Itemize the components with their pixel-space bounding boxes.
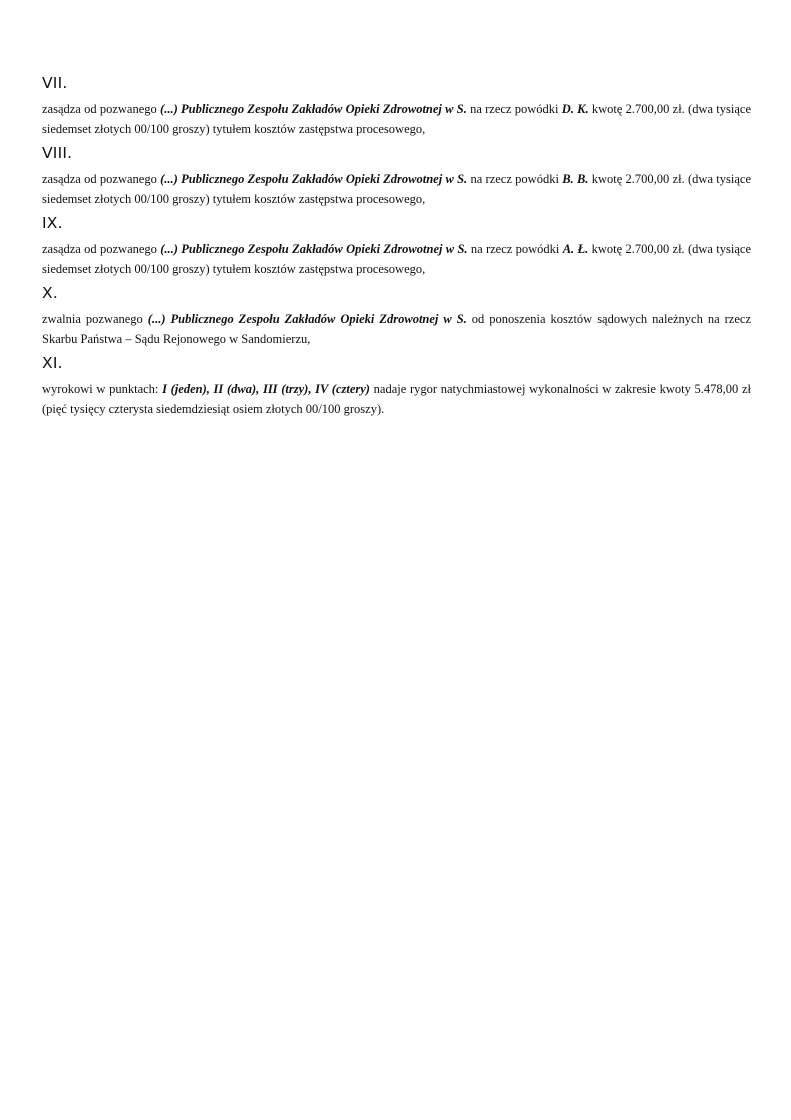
point-number: XI. (42, 354, 63, 372)
text-before: zasądza od pozwanego (42, 172, 161, 186)
point-text (42, 379, 751, 419)
text-after: od ponoszenia kosztów sądowych należnych na rzecz Skarbu Państwa – Sądu Rejonowego w Sandomierzu, (42, 312, 751, 346)
point-number: VII. (42, 74, 68, 92)
defendant-name: (...) Publicznego Zespołu Zakładów Opieki Zdrowotnej w S. (160, 102, 467, 116)
point-text (42, 309, 751, 349)
text-after: nadaje rygor natychmiastowej wykonalności w zakresie kwoty 5.478,00 zł (pięć tysięcy czterysta siedemdziesiąt osiem złotych 00/100 groszy). (42, 382, 751, 416)
point-text (42, 239, 751, 279)
point-vii (42, 72, 751, 139)
text-before: wyrokowi w punktach: (42, 382, 163, 396)
defendant-name: (...) Publicznego Zespołu Zakładów Opieki Zdrowotnej w S. (160, 172, 468, 186)
plaintiff-name: A. Ł. (562, 242, 589, 256)
point-x (42, 282, 751, 349)
text-after: kwotę 2.700,00 zł. (dwa tysiące siedemset złotych 00/100 groszy) tytułem kosztów zastępstwa procesowego, (42, 172, 751, 206)
text-before: zwalnia pozwanego (42, 312, 148, 326)
point-text (42, 99, 751, 139)
text-after: kwotę 2.700,00 zł. (dwa tysiące siedemset złotych 00/100 groszy) tytułem kosztów zastępstwa procesowego, (42, 242, 751, 276)
point-number: VIII. (42, 144, 73, 162)
point-xi (42, 352, 751, 419)
judgment-document (42, 72, 751, 422)
defendant-name: (...) Publicznego Zespołu Zakładów Opieki Zdrowotnej w S. (160, 242, 468, 256)
points-list: I (jeden), II (dwa), III (trzy), IV (cztery) (162, 382, 370, 396)
point-number: X. (42, 284, 58, 302)
text-before: zasądza od pozwanego (42, 102, 161, 116)
plaintiff-name: D. K. (561, 102, 589, 116)
point-number: IX. (42, 214, 63, 232)
point-viii (42, 142, 751, 209)
text-before: zasądza od pozwanego (42, 242, 161, 256)
point-text (42, 169, 751, 209)
plaintiff-name: B. B. (562, 172, 589, 186)
text-mid: na rzecz powódki (467, 172, 563, 186)
text-mid: na rzecz powódki (466, 102, 562, 116)
text-mid: na rzecz powódki (467, 242, 563, 256)
defendant-name: (...) Publicznego Zespołu Zakładów Opieki Zdrowotnej w S. (147, 312, 467, 326)
point-ix (42, 212, 751, 279)
text-after: kwotę 2.700,00 zł. (dwa tysiące siedemset złotych 00/100 groszy) tytułem kosztów zastępstwa procesowego, (42, 102, 751, 136)
